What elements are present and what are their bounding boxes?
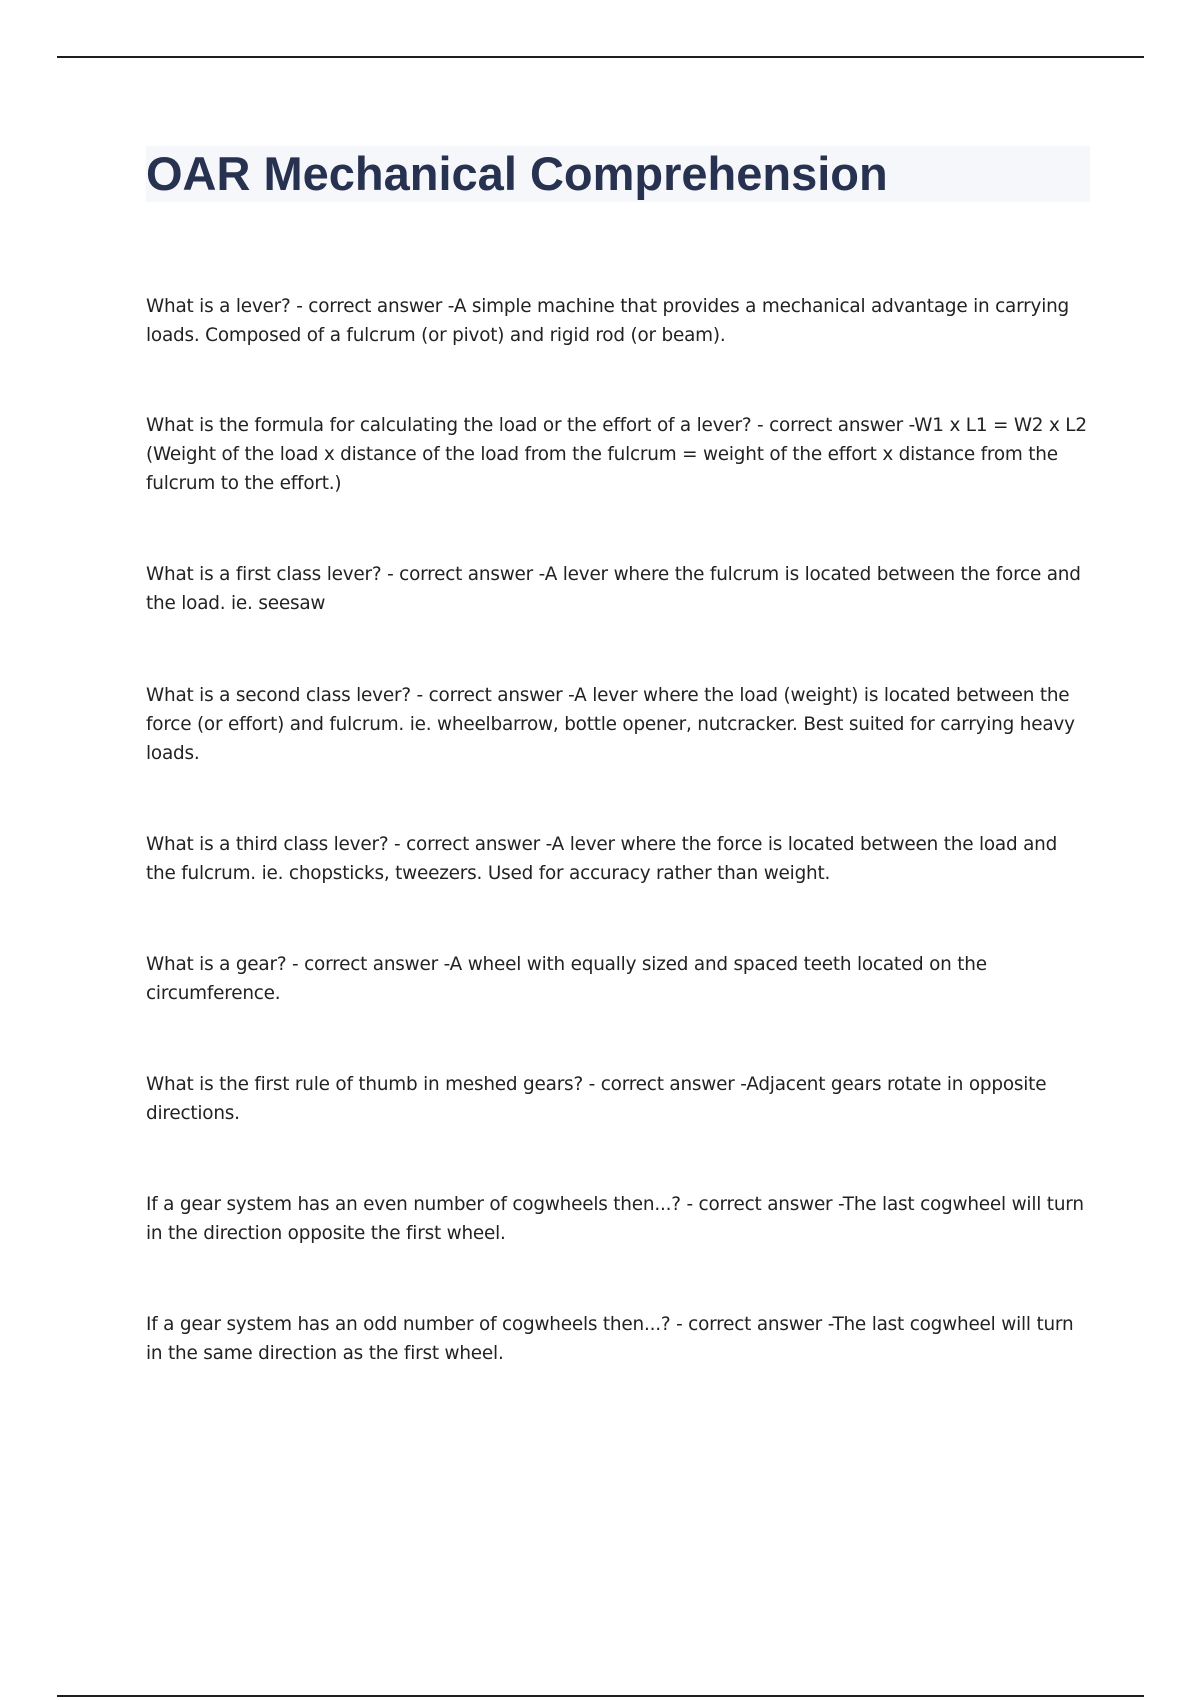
qa-entry-lever-formula: What is the formula for calculating the load or the effort of a lever? - correct answer -W1 x L1 = W2 x L2 (Weight of the load x distance of the load from the fulcrum = weight of the effort x distance from the fulcrum to the effort.) xyxy=(146,415,1087,494)
qa-entry-even-cogwheels: If a gear system has an even number of cogwheels then...? - correct answer -The last cogwheel will turn in the direction opposite the first wheel. xyxy=(146,1194,1084,1244)
qa-entry-meshed-gears-rule: What is the first rule of thumb in meshed gears? - correct answer -Adjacent gears rotate in opposite directions. xyxy=(146,1074,1047,1124)
qa-entry-first-class-lever: What is a first class lever? - correct answer -A lever where the fulcrum is located between the force and the load. ie. seesaw xyxy=(146,564,1081,614)
qa-entry-second-class-lever: What is a second class lever? - correct answer -A lever where the load (weight) is located between the force (or effort) and fulcrum. ie. wheelbarrow, bottle opener, nutcracker. Best suited for carrying heavy loads. xyxy=(146,685,1075,764)
qa-entry-odd-cogwheels: If a gear system has an odd number of cogwheels then...? - correct answer -The last cogwheel will turn in the same direction as the first wheel. xyxy=(146,1314,1074,1364)
qa-entry-gear: What is a gear? - correct answer -A wheel with equally sized and spaced teeth located on the circumference. xyxy=(146,954,987,1004)
qa-entry-third-class-lever: What is a third class lever? - correct answer -A lever where the force is located between the load and the fulcrum. ie. chopsticks, tweezers. Used for accuracy rather than weight. xyxy=(146,834,1058,884)
header-rule xyxy=(57,56,1144,58)
page-title: OAR Mechanical Comprehension xyxy=(146,147,888,200)
footer-rule xyxy=(57,1695,1144,1697)
qa-entry-lever: What is a lever? - correct answer -A simple machine that provides a mechanical advantage in carrying loads. Composed of a fulcrum (or pivot) and rigid rod (or beam). xyxy=(146,296,1070,346)
